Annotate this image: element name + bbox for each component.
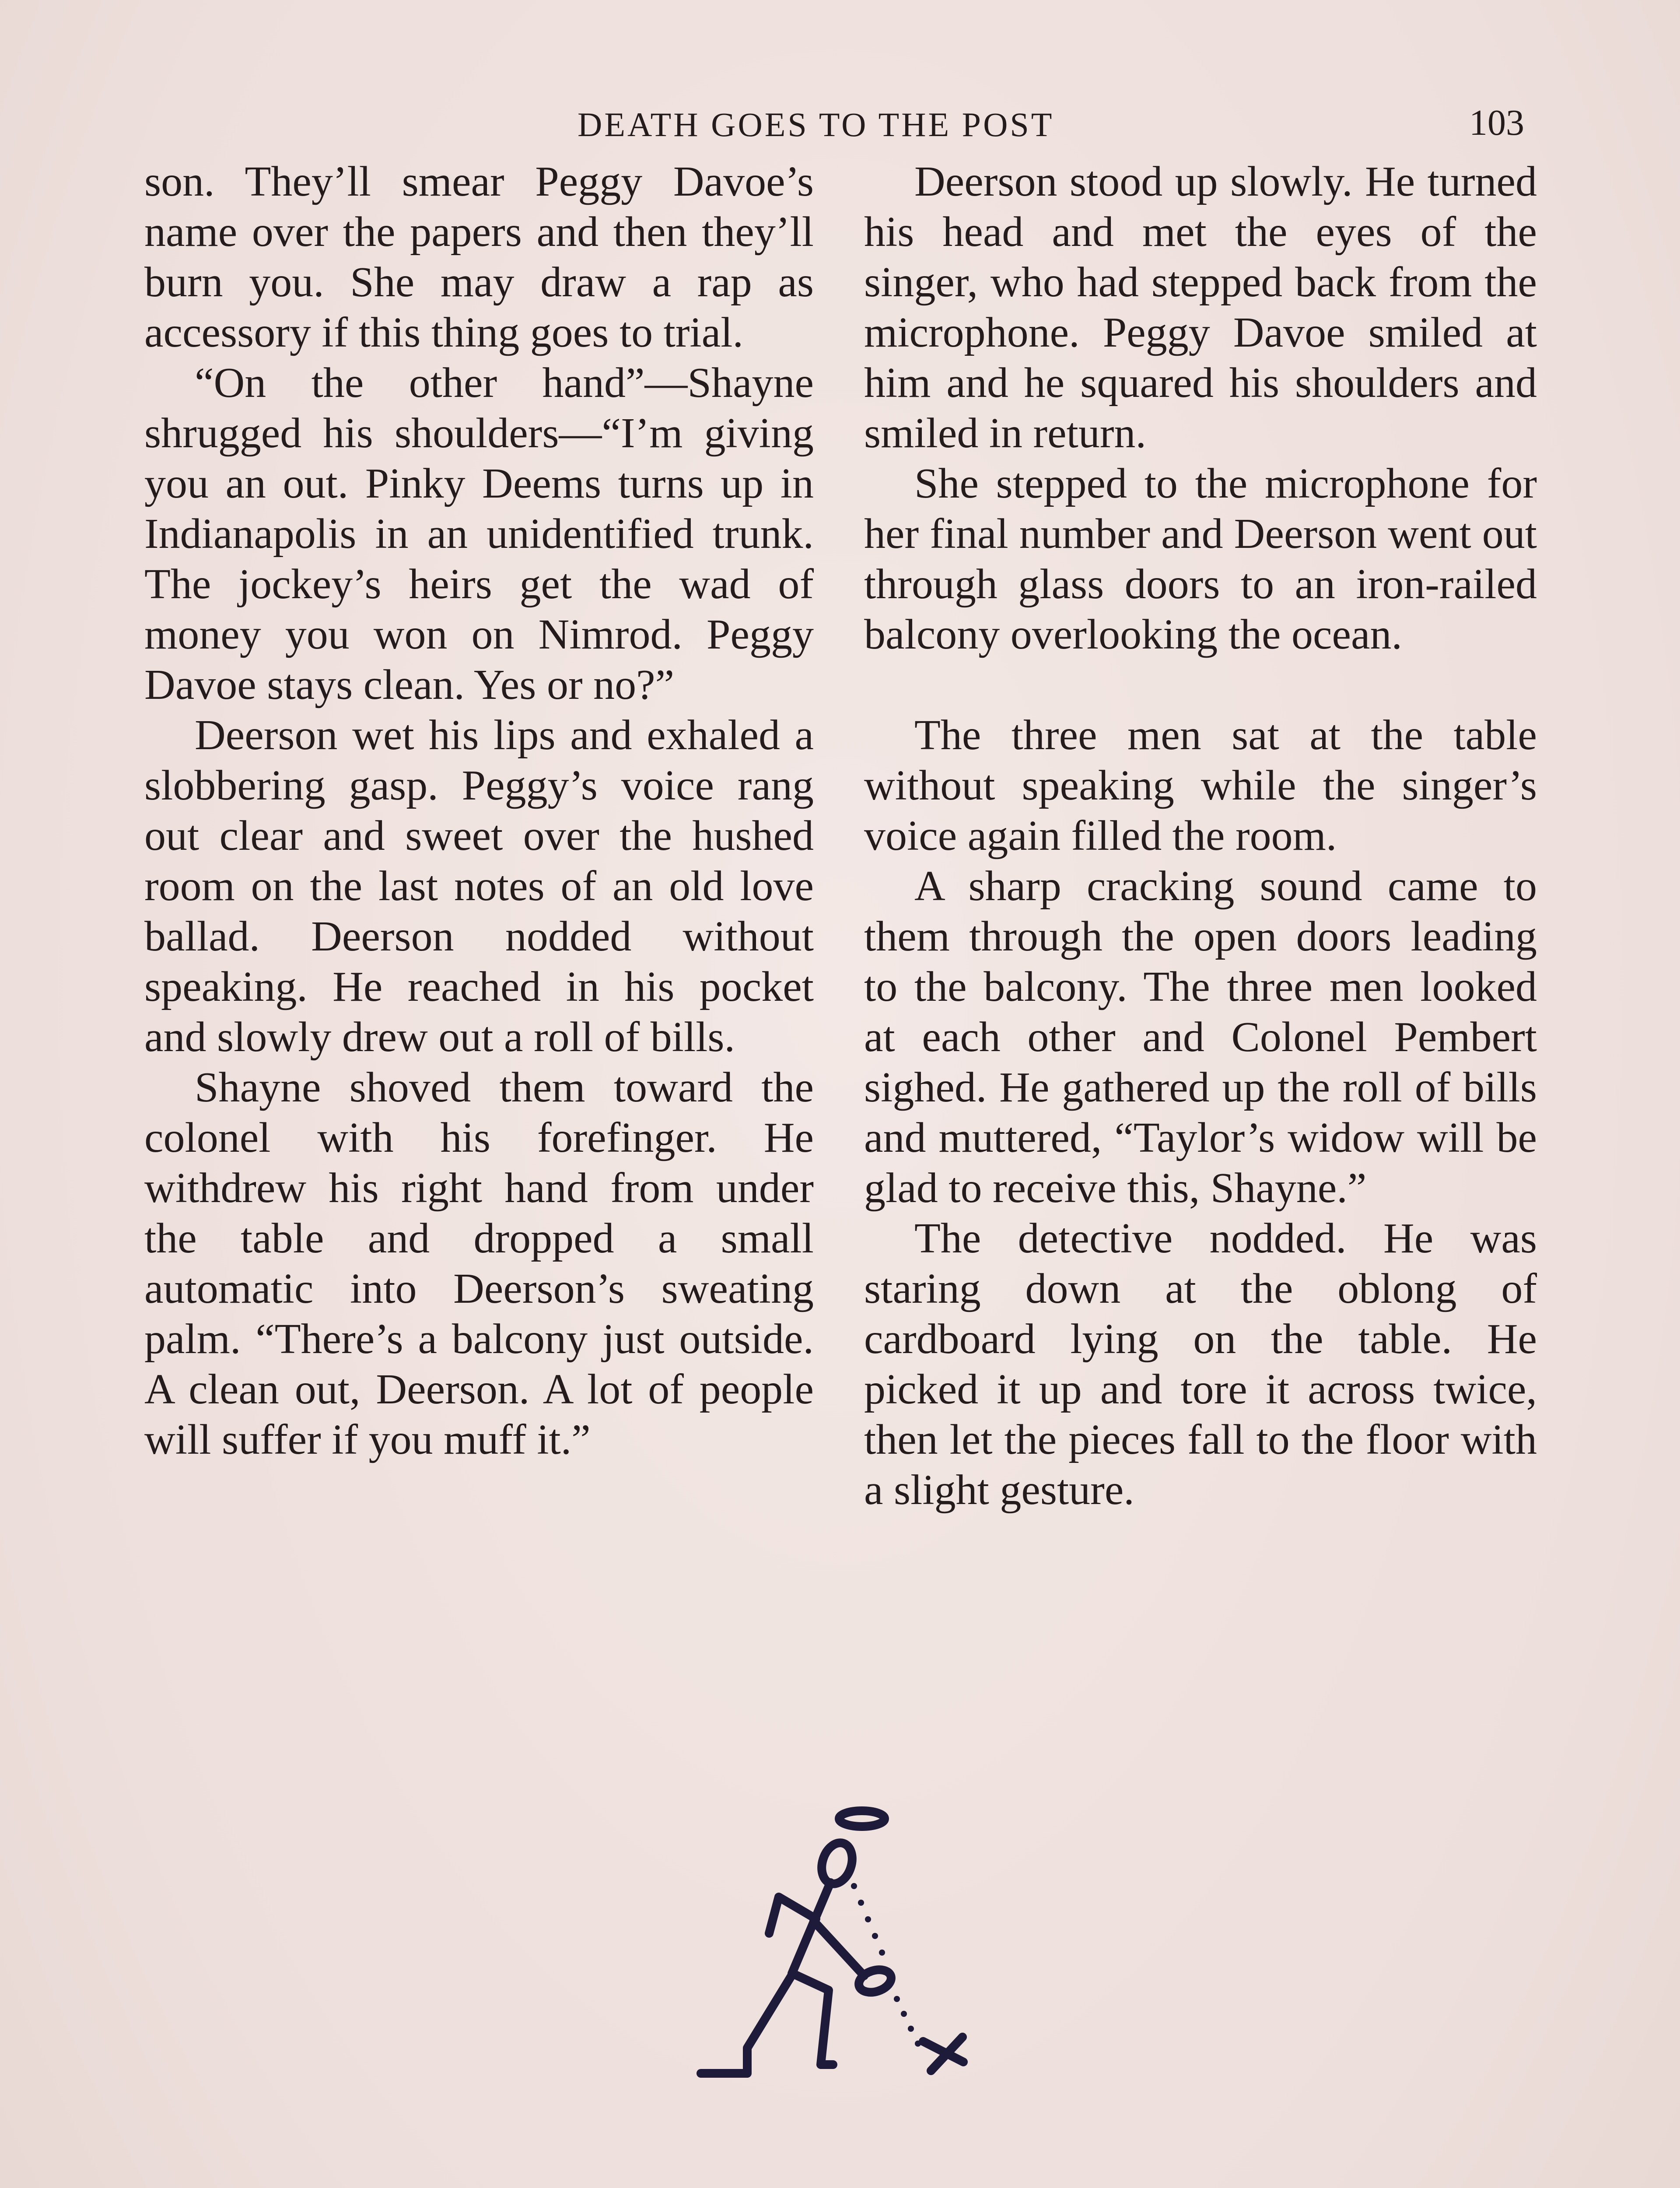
paragraph: Shayne shoved them toward the colonel with his forefinger. He withdrew his right hand from under the table and dropped a small automatic into Deerson’s sweating palm. “There’s a balcony just outside. A clean out, Deerson. A lot of people will suffer if you muff it.” bbox=[144, 1064, 814, 1463]
paragraph: The three men sat at the table without speaking while the singer’s voice again filled the room. bbox=[864, 712, 1537, 859]
head bbox=[817, 1839, 857, 1888]
halo bbox=[839, 1811, 885, 1827]
running-title: DEATH GOES TO THE POST bbox=[578, 105, 1054, 144]
paragraph: The detective nodded. He was staring down at the oblong of cardboard lying on the table. He picked it up and tore it across twice, then let the pieces fall to the floor with a slight gesture. bbox=[864, 1215, 1537, 1514]
paragraph: Deerson stood up slowly. He turned his head and met the eyes of the singer, who had stepped back from the microphone. Peggy Davoe smiled at him and he squared his shoulders and smiled in return. bbox=[864, 158, 1537, 457]
paragraph: son. They’ll smear Peggy Davoe’s name over the papers and then they’ll burn you. She may draw a rap as accessory if this thing goes to trial. bbox=[144, 158, 814, 356]
paragraph: Deerson wet his lips and exhaled a slobbering gasp. Peggy’s voice rang out clear and sweet over the hushed room on the last notes of an old love ballad. Deerson nodded without speaking. He reached in his pocket and slowly drew out a roll of bills. bbox=[144, 712, 814, 1061]
arm-front bbox=[814, 1921, 864, 1976]
paragraph: A sharp cracking sound came to them through the open doors leading to the balcony. The three men looked at each other and Colonel Pembert sighed. He gathered up the roll of bills and muttered, “Taylor’s widow will be glad to receive this, Shayne.” bbox=[864, 863, 1537, 1212]
gaze-dots bbox=[851, 1883, 921, 2047]
saint-stick-figure-icon bbox=[691, 1803, 998, 2144]
paragraph: “On the other hand”—Shayne shrugged his shoulders—“I’m giving you an out. Pinky Deems turns up in Indianapolis in an unidentified trunk. The jockey’s heirs get the wad of money you won on Nimrod. Peggy Davoe stays clean. Yes or no?” bbox=[144, 359, 814, 708]
x-mark bbox=[923, 2037, 963, 2071]
left-column bbox=[144, 157, 814, 1465]
page-number: 103 bbox=[1469, 102, 1524, 143]
leg-front bbox=[793, 1974, 833, 2065]
leg-back bbox=[701, 1974, 793, 2073]
right-column bbox=[864, 157, 1537, 1515]
paragraph: She stepped to the microphone for her final number and Deerson went out through glass doors to an iron-railed balcony overlooking the ocean. bbox=[864, 460, 1537, 658]
